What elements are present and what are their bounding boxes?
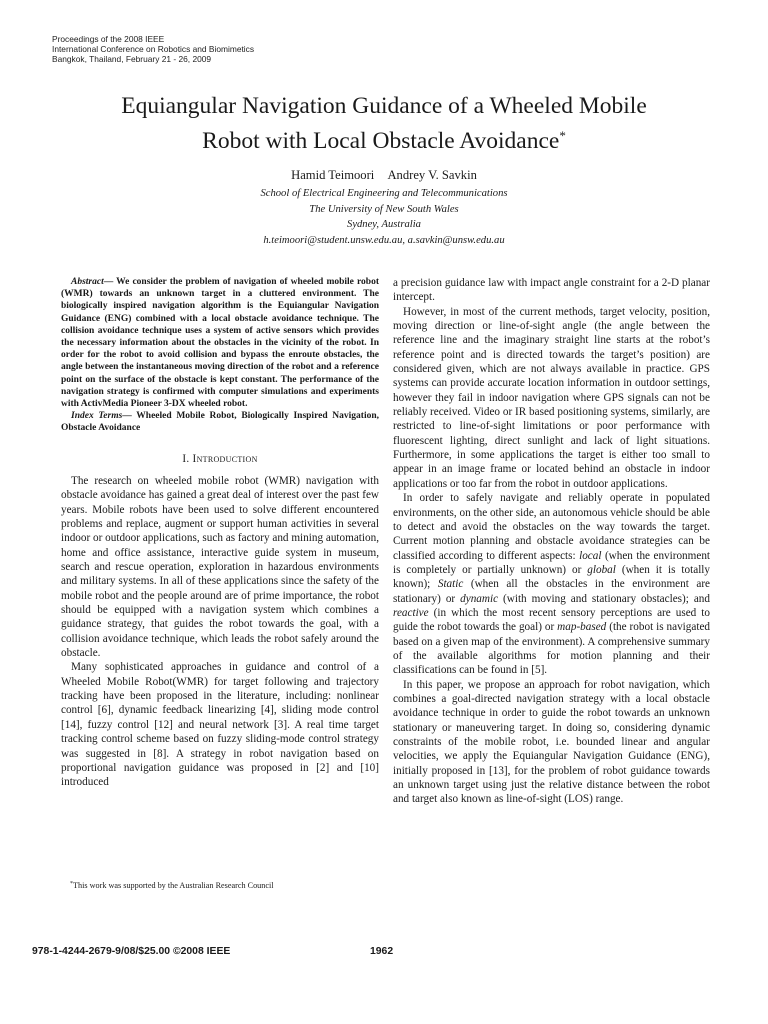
proceedings-header: [52, 34, 254, 64]
paper-title: [40, 92, 728, 156]
affiliation-line: The University of New South Wales: [309, 203, 459, 215]
affiliation-line: Sydney, Australia: [347, 219, 421, 230]
footnote-text: This work was supported by the Australian Research Council: [73, 881, 274, 890]
proceedings-line: Bangkok, Thailand, February 21 - 26, 2009: [52, 54, 212, 64]
term-global: global: [587, 563, 616, 576]
author-list: [40, 168, 728, 183]
text-run: (the robot is navigated based on a given map of the environment). A comprehensive summary of the available algorithms for motion planning and their classifications can be found in [5].: [393, 621, 711, 677]
text-run: In order to safely navigate and reliably operate in populated environments, on the other side, an autonomous vehicle should be able to detect and avoid the obstacles on the way towards the target. Current motion planning and obstacle avoidance strategies can be classified according to different aspects:: [393, 492, 710, 562]
footnote-mark: *: [70, 881, 73, 887]
footnote: [70, 879, 274, 891]
right-paragraph-1: However, in most of the current methods, target velocity, position, moving direction or line-of-sight angle (the angle between the reference line and the imaginary straight line starts at the robot’s reference point and is directed towards the target’s position) are considered given, which are not always available in practice. GPS systems can provide accurate location information in outdoor settings, however they fail in indoor navigation where GPS signals can not be reliably received. Video or IR based positioning systems, similarly, are restricted to line-of-sight limitations or poor performance with fluorescent lighting, direct sunlight and lack of light situations. Furthermore, in some applications the target is either too small to appear in an image frame or located behind an obstacle in indoor applications or too far from the robot in outdoor applications.: [393, 305, 710, 490]
text-run: (with moving and stationary obstacles); and: [503, 592, 710, 605]
abstract-text: We consider the problem of navigation of wheeled mobile robot (WMR) towards an unknown target in a cluttered environment. The biologically inspired navigation algorithm is the Equiangular Navigation Guidance (ENG) combined with a local obstacle avoidance technique. The collision avoidance technique uses a system of active sensors which provides the necessary information about the obstacles in the vicinity of the robot. In order for the robot to avoid collision and bypass the enroute obstacles, the angle between the instantaneous moving direction of the robot and a reference point on the surface of the obstacle is kept constant. The performance of the navigation strategy is confirmed with computer simulations and experiments with ActivMedia Pioneer 3-DX wheeled robot.: [61, 277, 379, 410]
section-heading-introduction: I. Introduction: [182, 452, 258, 465]
index-terms-text: Wheeled Mobile Robot, Biologically Inspired Navigation, Obstacle Avoidance: [61, 411, 379, 434]
title-line-1: Equiangular Navigation Guidance of a Wheeled Mobile: [121, 93, 647, 119]
title-footnote-mark: *: [559, 128, 566, 143]
term-reactive: reactive: [393, 606, 429, 619]
right-column: [393, 276, 710, 807]
text-run: (when all the obstacles in the environment are stationary) or: [393, 578, 711, 605]
proceedings-line: International Conference on Robotics and Biomimetics: [52, 44, 255, 54]
right-paragraph-2: [393, 491, 710, 677]
text-run: (in which the most recent sensory perceptions are used to guide the robot towards the goal) or: [393, 606, 710, 634]
author-name: Hamid Teimoori: [291, 168, 375, 182]
left-column: [61, 276, 379, 790]
affiliation-block: [40, 186, 728, 248]
intro-paragraph-1: The research on wheeled mobile robot (WMR) navigation with obstacle avoidance has gained a great deal of interest over the past few years. Mobile robots have been used to solve different encountered problems and replace, augment or support human activities in several indoor or outdoor applications, such as factory and mining automation, home and office assistance, interactive guide system in museum, search and rescue operation, exploration in hazardous environments and military systems. In all of these applications since the safety of the mobile robot and the people around are of prime importance, the robot should be equipped with a navigation system which combines a guidance strategy, that guides the robot towards the goal, with a collision avoidance technique, which leads the robot safely around the obstacle.: [61, 474, 379, 660]
abstract-label: Abstract: [71, 277, 104, 287]
page-number: 1962: [370, 946, 394, 957]
term-local: local: [579, 549, 602, 562]
index-terms-label: Index Terms: [71, 411, 123, 422]
author-name: Andrey V. Savkin: [387, 168, 477, 182]
term-map-based: map-based: [557, 621, 607, 634]
term-static: Static: [437, 578, 464, 591]
intro-paragraph-2: Many sophisticated approaches in guidance and control of a Wheeled Mobile Robot(WMR) for target following and trajectory tracking have been proposed in the literature, including: nonlinear control [6], dynamic feedback linearizing [4], sliding mode control [14], fuzzy control [12] and neural network [3]. A real time target tracking control scheme based on fuzzy sliding-mode control strategy was suggested in [8]. A strategy in robot navigation based on proportional navigation guidance was proposed in [2] and [10] introduced: [61, 661, 379, 789]
author-emails: h.teimoori@student.unsw.edu.au, a.savkin@unsw.edu.au: [263, 234, 505, 246]
right-paragraph-continued: a precision guidance law with impact angle constraint for a 2-D planar intercept.: [393, 277, 710, 304]
title-line-2: Robot with Local Obstacle Avoidance: [202, 128, 560, 154]
affiliation-line: School of Electrical Engineering and Telecommunications: [260, 188, 508, 199]
abstract: Abstract— We consider the problem of navigation of wheeled mobile robot (WMR) towards an unknown target in a cluttered environment. The biologically inspired navigation algorithm is the Equiangular Navigation Guidance (ENG) combined with a local obstacle avoidance technique. The collision avoidance technique uses a system of active sensors which provides the necessary information about the obstacles in the vicinity of the robot. In order for the robot to avoid collision and bypass the enroute obstacles, the angle between the instantaneous moving direction of the robot and a reference point on the surface of the obstacle is kept constant. The performance of the navigation strategy is confirmed with computer simulations and experiments with ActivMedia Pioneer 3-DX wheeled robot.: [61, 277, 379, 410]
index-terms: Index Terms— Wheeled Mobile Robot, Biologically Inspired Navigation, Obstacle Avoidance: [61, 411, 379, 434]
text-run: (when the environment is completely or partially unknown) or: [393, 549, 711, 576]
isbn-copyright: 978-1-4244-2679-9/08/$25.00 ©2008 IEEE: [32, 946, 231, 957]
text-run: (when it is totally known);: [393, 563, 711, 591]
term-dynamic: dynamic: [460, 592, 499, 605]
right-paragraph-3: In this paper, we propose an approach for robot navigation, which combines a goal-directed navigation strategy with a local obstacle avoidance technique in order to guide the robot towards an unknown stationary or maneuvering target. In doing so, considering dynamic constraints of the mobile robot, i.e. bounded linear and angular velocities, we apply the Equiangular Navigation Guidance (ENG), initially proposed in [13], for the problem of robot guidance towards an unknown target using just the relative distance between the robot and target also known as line-of-sight (LOS) range.: [393, 678, 710, 806]
proceedings-line: Proceedings of the 2008 IEEE: [52, 34, 165, 44]
